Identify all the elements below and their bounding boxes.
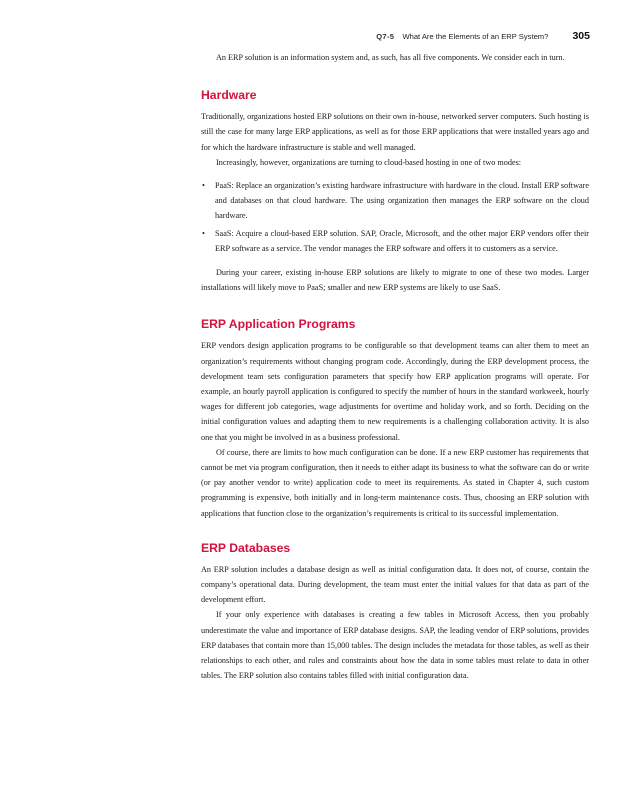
hardware-heading: Hardware xyxy=(201,88,257,103)
intro-paragraph: An ERP solution is an information system and, as such, has all five components. We consider each in turn. xyxy=(216,53,565,62)
hardware-paragraph-3: During your career, existing in-house ERP solutions are likely to migrate to one of these two modes. Larger installations will likely move to PaaS; smaller and new ERP systems are likely to use SaaS. xyxy=(201,268,589,293)
list-item xyxy=(201,178,589,224)
page-number: 305 xyxy=(572,30,590,42)
hosting-modes-list xyxy=(201,178,589,256)
list-item-text: PaaS: Replace an organization’s existing hardware infrastructure with hardware in the cloud. Install ERP software and databases on that cloud hardware. The using organization then manages the ERP software on the cloud hardware. xyxy=(215,181,589,221)
bullet-icon: • xyxy=(202,228,205,238)
hardware-paragraph-2: Increasingly, however, organizations are turning to cloud-based hosting in one of two modes: xyxy=(216,157,522,167)
databases-heading: ERP Databases xyxy=(201,540,291,555)
running-header xyxy=(0,30,590,44)
section-number: Q7-5 xyxy=(376,32,395,41)
list-item xyxy=(201,226,589,256)
section-title: What Are the Elements of an ERP System? xyxy=(402,32,549,41)
databases-paragraph-2: If your only experience with databases is creating a few tables in Microsoft Access, then you probably underestimate the value and importance of ERP database designs. SAP, the leading vendor of ERP solutions, provides ERP databases that contain more than 15,000 tables. The design includes the metadata for those tables, as well as their relationships to each other, and rules and constraints about how the data in some tables must relate to data in other tables. The ERP solution also contains tables filled with initial configuration data. xyxy=(201,610,589,681)
list-item-text: SaaS: Acquire a cloud-based ERP solution. SAP, Oracle, Microsoft, and the other major ERP vendors offer their ERP software as a service. The vendor manages the ERP software and offers it to customers as a service. xyxy=(215,228,589,253)
applications-paragraph-2: Of course, there are limits to how much configuration can be done. If a new ERP customer has requirements that cannot be met via program configuration, then it needs to either adapt its business to what the software can do or write (or pay another vendor to write) application code to meet its requirements. As stated in Chapter 4, such custom programming is expensive, both initially and in long-term maintenance costs. Thus, choosing an ERP solution with applications that function close to the organization’s requirements is critical to its successful implementation. xyxy=(201,447,589,518)
databases-paragraph-1: An ERP solution includes a database design as well as initial configuration data. It does not, of course, contain the company’s operational data. During development, the team must enter the initial values for that data as part of the development effort. xyxy=(201,564,589,605)
hardware-paragraph-1: Traditionally, organizations hosted ERP solutions on their own in-house, networked server computers. Such hosting is still the case for many large ERP applications, as well as for those ERP applications that were installed years ago and for which the hardware infrastructure is stable and well managed. xyxy=(201,112,589,152)
page-body xyxy=(201,50,589,684)
applications-paragraph-1: ERP vendors design application programs to be configurable so that development teams can alter them to meet an organization’s requirements without changing program code. Accordingly, during the ERP development process, the development team sets configuration parameters that specify how ERP application programs will operate. For example, an hourly payroll application is configured to specify the number of hours in the standard workweek, hourly wages for different job categories, wage adjustments for overtime and holiday work, and so forth. Deciding on the initial configuration values and adapting them to new requirements is a challenging collaboration activity. It is also one that you might be involved in as a business professional. xyxy=(201,341,589,442)
bullet-icon: • xyxy=(202,181,205,191)
applications-heading: ERP Application Programs xyxy=(201,317,356,332)
